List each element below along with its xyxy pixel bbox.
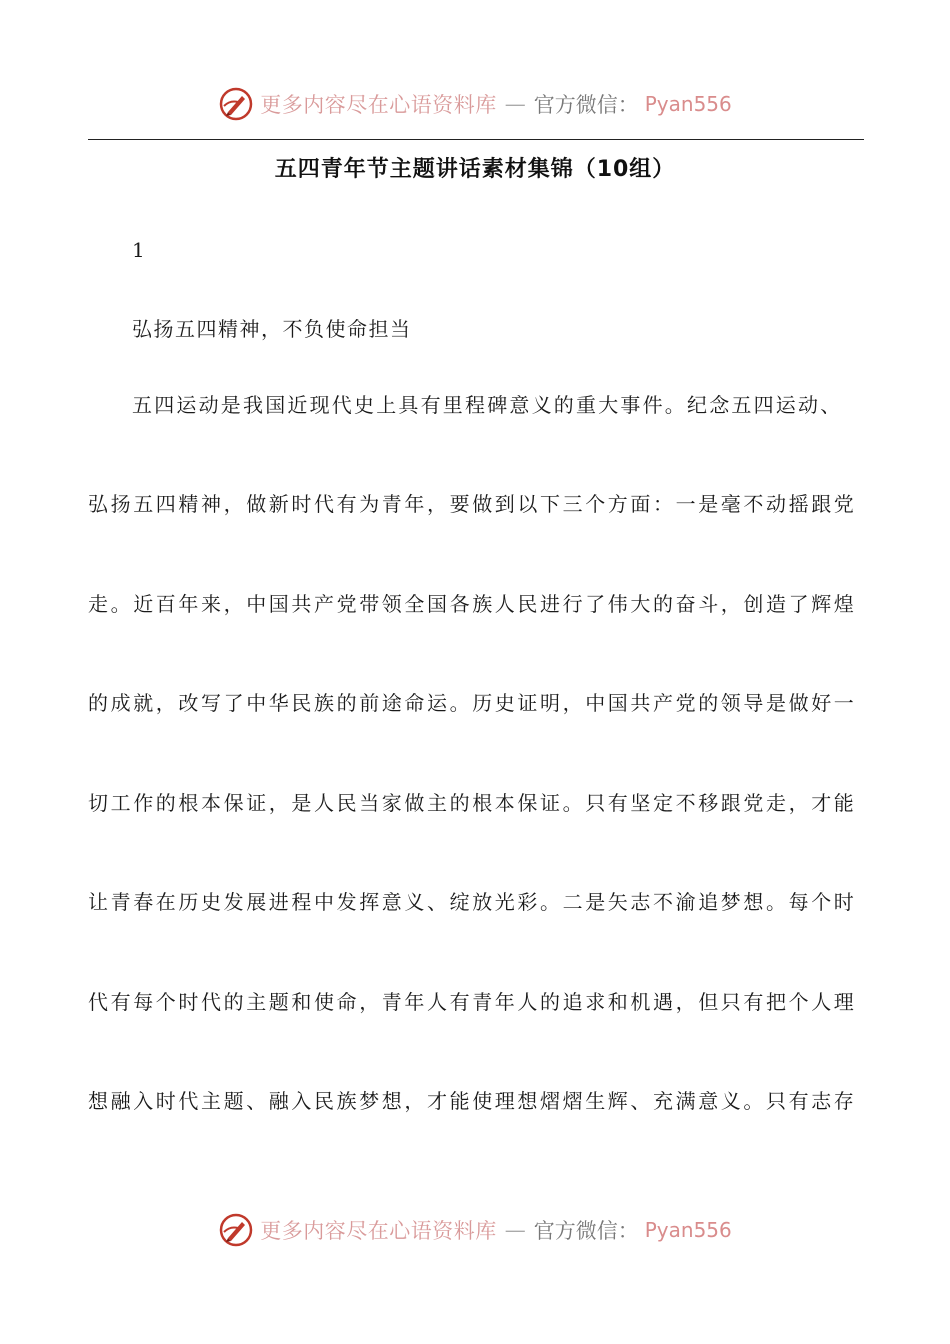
paragraph-line: 五四运动是我国近现代史上具有里程碑意义的重大事件。纪念五四运动、: [132, 393, 843, 417]
pen-logo-icon: [218, 1212, 254, 1248]
section-number: 1: [132, 238, 145, 262]
pen-logo-icon: [218, 86, 254, 122]
paragraph-line: 代有每个时代的主题和使命，青年人有青年人的追求和机遇，但只有把个人理: [88, 990, 857, 1014]
watermark-dash: —: [504, 1218, 526, 1242]
paragraph-line: 弘扬五四精神，做新时代有为青年，要做到以下三个方面：一是毫不动摇跟党: [88, 492, 857, 516]
watermark-wechat-label: 官方微信：: [533, 1219, 639, 1243]
paragraph-line: 切工作的根本保证，是人民当家做主的根本保证。只有坚定不移跟党走，才能: [88, 791, 857, 815]
header-watermark: [0, 82, 950, 126]
header-divider: [88, 139, 864, 140]
paragraph-line: 让青春在历史发展进程中发挥意义、绽放光彩。二是矢志不渝追梦想。每个时: [88, 890, 857, 914]
document-title: 五四青年节主题讲话素材集锦（10组）: [274, 157, 676, 182]
watermark-text: 更多内容尽在心语资料库: [260, 93, 497, 117]
watermark-wechat-label: 官方微信：: [533, 93, 639, 117]
paragraph-line: 的成就，改写了中华民族的前途命运。历史证明，中国共产党的领导是做好一: [88, 691, 857, 715]
watermark-text: 更多内容尽在心语资料库: [260, 1219, 497, 1243]
watermark-dash: —: [504, 92, 526, 116]
section-heading: 弘扬五四精神，不负使命担当: [132, 317, 412, 341]
watermark-wechat-id: Pyan556: [644, 92, 732, 116]
watermark-wechat-id: Pyan556: [644, 1218, 732, 1242]
paragraph-line: 想融入时代主题、融入民族梦想，才能使理想熠熠生辉、充满意义。只有志存: [88, 1089, 857, 1113]
paragraph-line: 走。近百年来，中国共产党带领全国各族人民进行了伟大的奋斗，创造了辉煌: [88, 592, 857, 616]
footer-watermark: [0, 1208, 950, 1252]
